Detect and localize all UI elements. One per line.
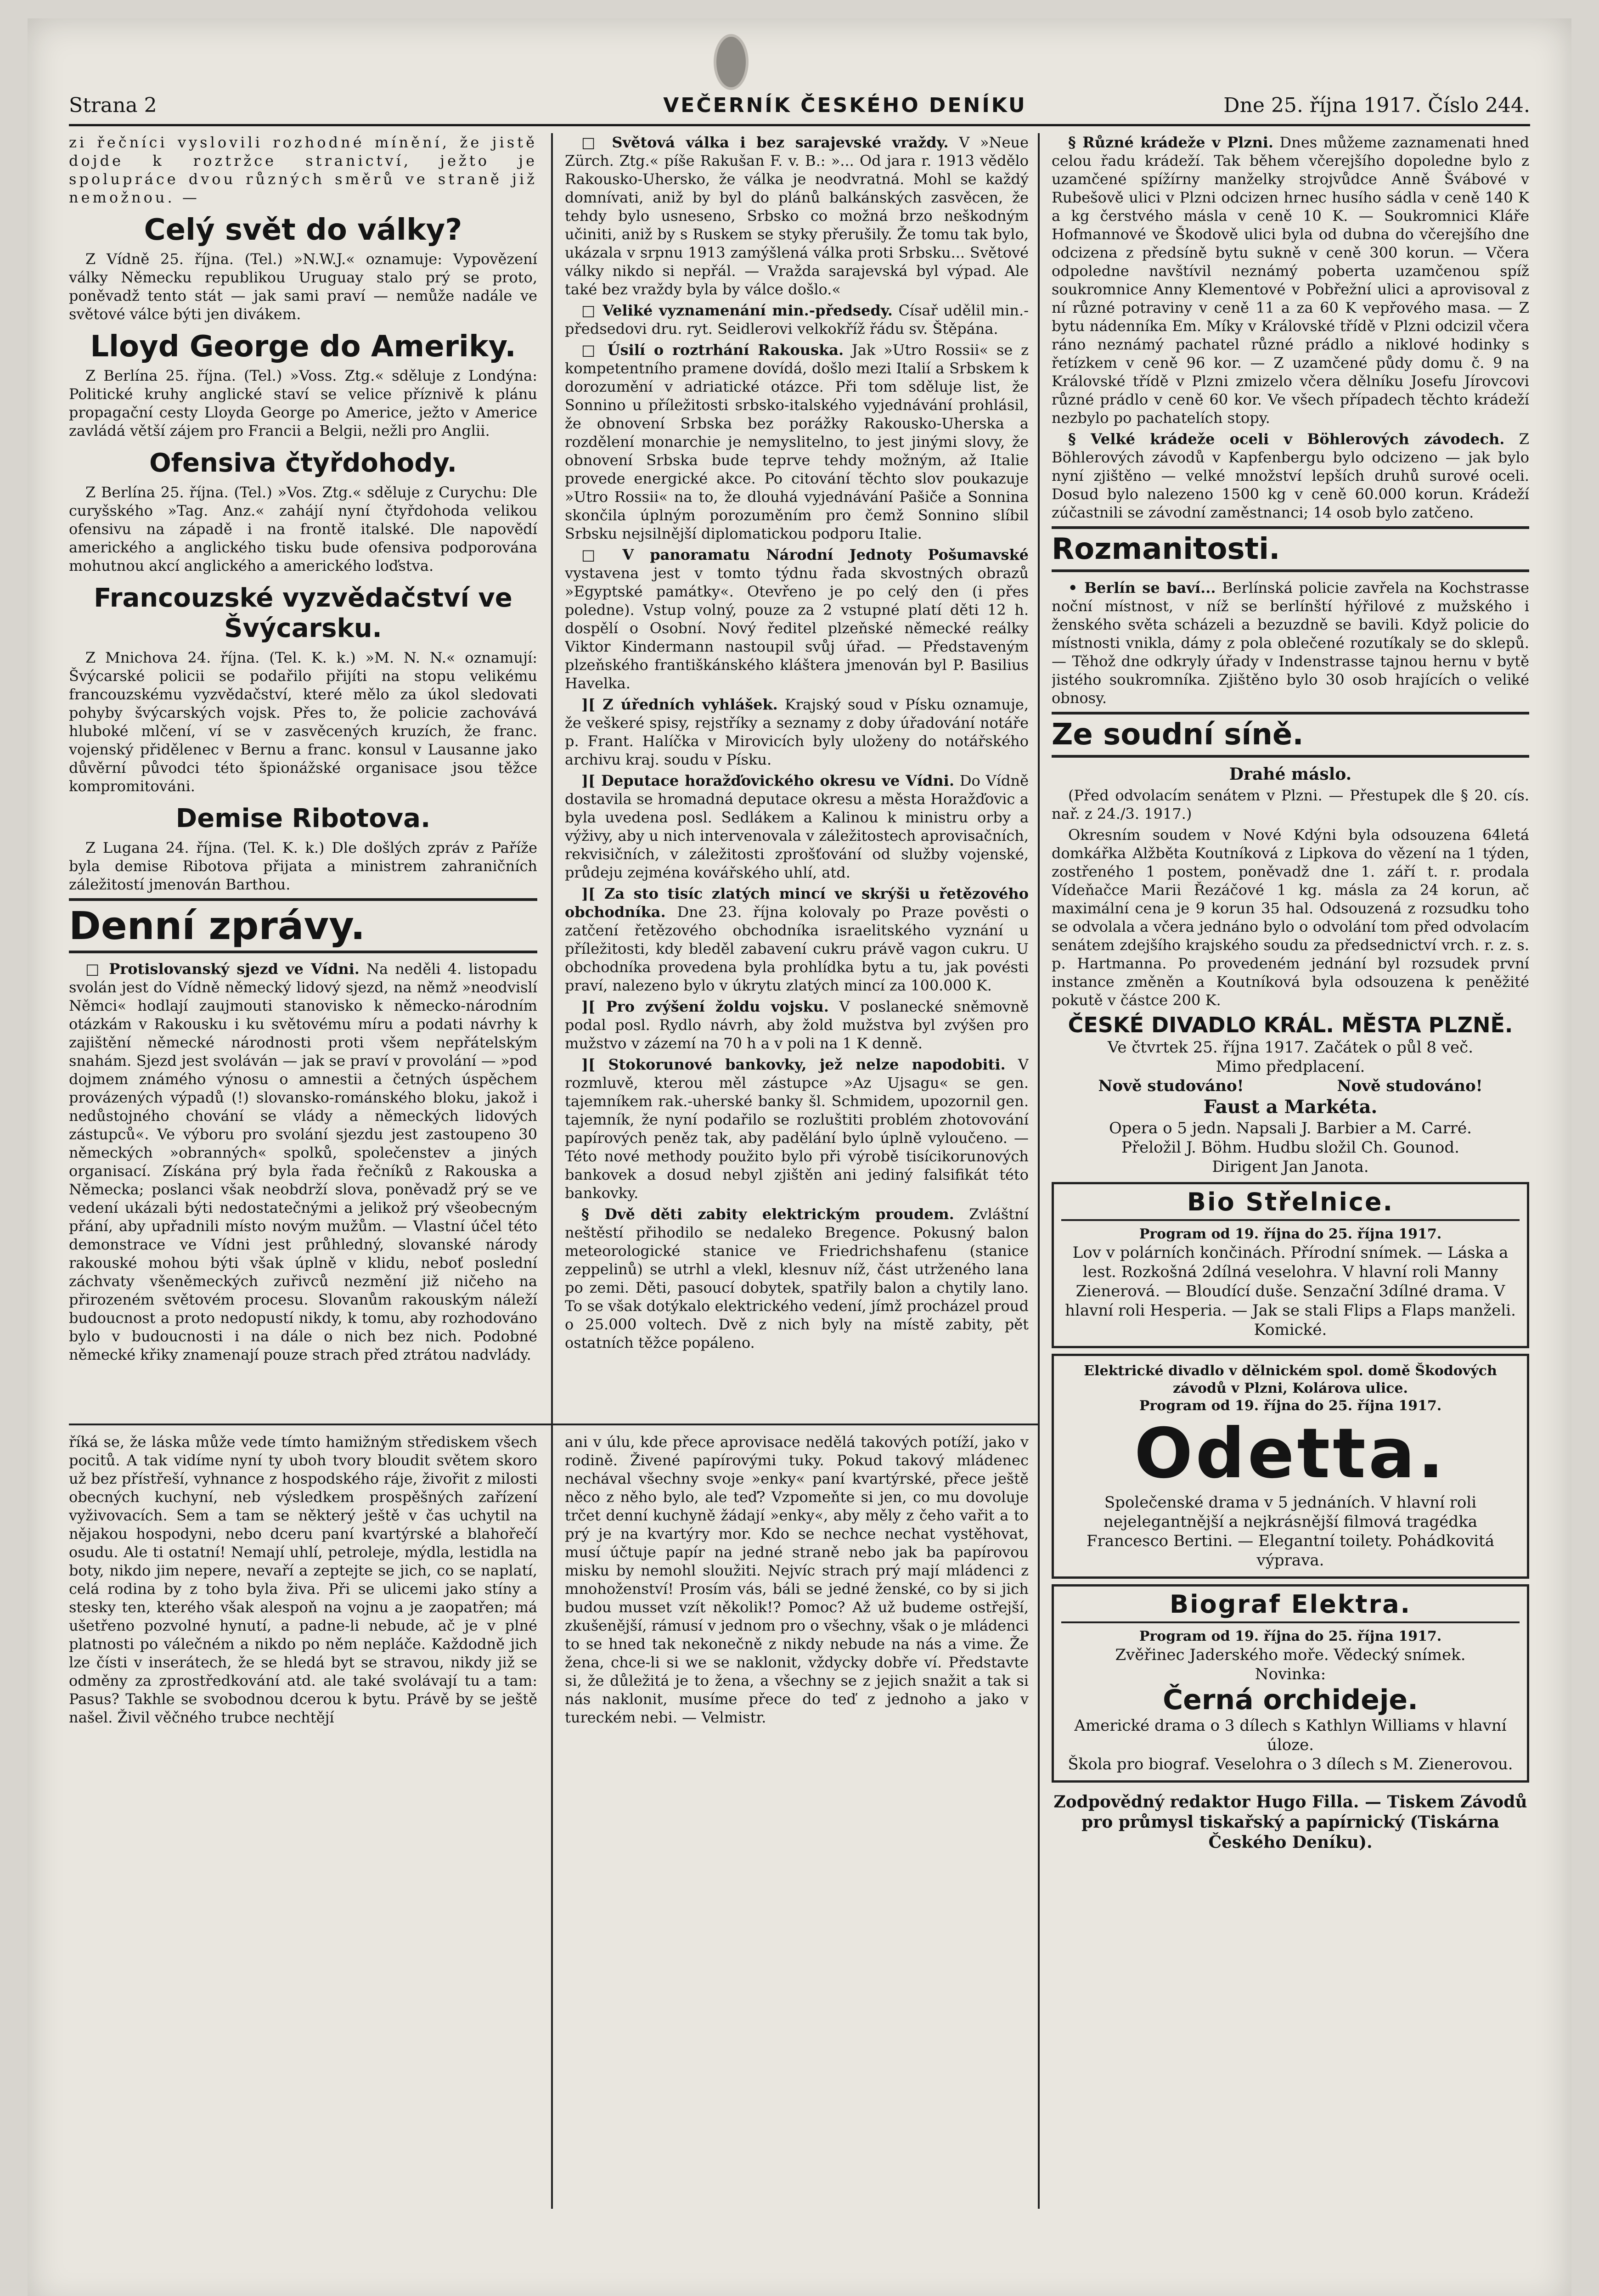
article-lloyd-george: Z Berlína 25. října. (Tel.) »Voss. Ztg.« sděluje z Londýna: Politické kruhy anglické staví se velice příznivě k plánu propagační cesty Lloyda George po Americe, ježto v Americe zavládá větší zájem pro Francii a Belgii, nežli pro Anglii. <box>69 367 537 439</box>
lead-usili: □ Úsilí o roztrhání Rakouska. <box>581 341 844 359</box>
serial-separator <box>69 1424 1038 1425</box>
theatre-title: ČESKÉ DIVADLO KRÁL. MĚSTA PLZNĚ. <box>1068 1013 1513 1037</box>
ad-elektra-line3: Škola pro biograf. Veselohra o 3 dílech s M. Zienerovou. <box>1068 1755 1513 1773</box>
article-bankovky: V rozmluvě, kterou měl zástupce »Az Ujsagu« se gen. tajemníkem rak.-uherské banky šl. Schmidem, upozornil gen. tajemník, že nyní podařilo se rozluštiti problém zhotovování papírových peněz tak, aby padělání bylo úplně vyloučeno. — Této nové methody použito bylo při výrobě tisícikorunových bankovek a dosud nebyl zjištěn ani jediný falsifikát této bankovky. <box>565 1056 1029 1202</box>
date-issue: Dne 25. října 1917. Číslo 244. <box>1223 94 1530 117</box>
theatre-play: Faust a Markéta. <box>1203 1096 1378 1118</box>
serial-right <box>565 1433 1029 2204</box>
section-rozmanitosti: Rozmanitosti. <box>1052 526 1529 572</box>
lead-deputace: ][ Deputace horažďovického okresu ve Vídni. <box>581 772 954 789</box>
theatre-novelty-right: Nově studováno! <box>1337 1077 1483 1095</box>
article-svetova-valka: V »Neue Zürch. Ztg.« píše Rakušan F. v. B.: »... Od jara r. 1913 vědělo Rakousko-Uhersko, že válka je neodvratná. Mohl se každý domnívati, aniž by byl do plánů balkánských zasvěcen, že tehdy bylo usneseno, Srbsko co možná brzo neškodným učiniti, aniž by s Ruskem se styky přerušily. Že tomu tak bylo, ukázala v srpnu 1913 zamýšlená válka proti Srbsku... Světové války nikdo si nepřál. — Vražda sarajevská byl výpad. Ale také bez vraždy byla by válce došlo.« <box>565 134 1029 298</box>
article-kradeze: Dnes můžeme zaznamenati hned celou řadu krádeží. Tak během včerejšího dopoledne bylo z uzamčené spížírny manželky strojvůdce Anně Švábové v Rubešově ulici v Plzni odcizen hrnec husího sádla v ceně 140 K a kg čerstvého másla v ceně 10 K. — Soukromnici Kláře Hofmannové ve Škodově ulici byla od dubna do včerejšího dne odcizena z předsíně bytu sukně v ceně 300 korun. — Včera odpoledne navštívil neznámý poberta uzamčenou spíž soukromnice Anny Klementové v Pobřežní ulici a aprovisoval z ní různé potraviny v ceně 11 a za 60 K vepřového masa. — Z bytu nádenníka Em. Míky v Královské třídě v Plzni odcizil včera ráno neznámý pachatel různé prádlo a niklové hodinky s řetízkem v ceně 96 kor. — Z uzamčené půdy domu č. 9 na Královské třídě v Plzni zmizelo včera dělníku Josefu Jírovcovi různé prádlo v ceně 60 kor. Ve všech případech těchto krádeží nezbylo po pachatelích stopy. <box>1052 134 1529 427</box>
headline-lloyd-george: Lloyd George do Ameriky. <box>90 330 516 364</box>
ad-elektra-line2: Americké drama o 3 dílech s Kathlyn Williams v hlavní úloze. <box>1074 1716 1507 1754</box>
article-panorama: vystavena jest v tomto týdnu řada skvostných obrazů »Egyptské památky«. Otevřeno je po celý den (i přes poledne). Vstup volný, pouze za 2 vstupné platí děti 12 h. dospělí o Osobní. Nový ředitel plzeňské německé reálky Viktor Kindermann nastoupil svůj úřad. — Představeným plzeňského františkánského kláštera jmenován byl P. Basilius Havelka. <box>565 564 1029 692</box>
article-protislovansky: Na neděli 4. listopadu svolán jest do Vídně německý lidový sjezd, na němž »neodvislí Němci« hodlají zaujmouti stanovisko k německo-národním otázkám v Rakousku i ku světovému míru a podati návrhy k zajištění německé národnosti proti všem nepřátelským snahám. Sjezd jest svoláván — jak se praví v provolání — »pod dojmem známého výnosu o amnestii a četných úspěchem provázených výpadů (!) slovansko-románského bloku, jakož i nedůstojného chování se vlády a německých lidových zástupců«. Ve výboru pro svolání sjezdu jest zastoupeno 30 německých »obranných« spolků, společenstev a jiných organisací. Získána prý byla řada řečníků z Rakouska a Německa; poslanci však neobdrží slova, poněvadž prý se ve vedení ukázali býti nedostatečnými a jelikož prý všeobecným přání, aby upřadnili místo novým mužům. — Vlastní účel této demonstrace ve Vídni jest průhledný, slovanské národy rakouské mohou býti však úplně v klidu, neboť poslední záchvaty všeněmeckých zuřivců nezmění již ničeho na přirozeném světovém procesu. Slovanům rakouským náleží budoucnost a proto nedopustí nikdy, k tomu, aby rozhodováno bylo v budoucnosti i na dále o nich bez nich. Podobné německé křiky znamenají pouze strach před ztrátou nadvlády. <box>69 960 537 1363</box>
masthead: VEČERNÍK ČESKÉHO DENÍKU <box>663 94 1027 117</box>
headline-ofensiva: Ofensiva čtyřdohody. <box>149 448 457 478</box>
article-ofensiva: Z Berlína 25. října. (Tel.) »Vos. Ztg.« sděluje z Curychu: Dle curyšského »Tag. Anz.« zahájí nyní čtyřdohoda velikou ofensivu na západě i na frontě italské. Dle napovědí amerického a anglického tisku bude ofensiva podporována mohutnou akcí anglického a amerického loďstva. <box>69 484 537 574</box>
headline-demise: Demise Ribotova. <box>175 804 431 833</box>
article-deputace: Do Vídně dostavila se hromadná deputace okresu a města Horažďovic a byla uvedena posl. Sedlákem a Kalinou k ministru orby a výživy, aby u nich intervenovala v záležitostech aprovisačních, rekvisičních, v záležitosti zprošťování od služby vojenské, průdeju zejména kovářského uhlí, atd. <box>565 772 1029 881</box>
ad-elektra-feature: Černá orchideje. <box>1163 1684 1418 1716</box>
ad-elektra-title: Biograf Elektra. <box>1061 1590 1520 1623</box>
article-zold: V poslanecké sněmovně podal posl. Rydlo návrh, aby žold mužstva byl zvýšen pro mužstvo v zázemí na 70 h a v poli na 1 K denně. <box>565 998 1029 1052</box>
article-drahe-maslo: Okresním soudem v Nové Kdýni byla odsouzena 64letá domkářka Alžběta Koutníková z Lipkova do vězení na 1 týden, zostřeného 1 postem, poněvadž dne 1. září t. r. prodala Vídeňačce Marii Řezáčové 1 kg. másla za 24 korun, ač maximální cena je 9 korun 35 hal. Odsouzená z rozsudku toho se odvolala a včera jednáno bylo o odvolání tom před odvolacím senátem zdejšího krajského soudu za předsednictví vrch. r. z. s. p. Hartmanna. Po provedeném jednání byl rozsudek první instance změněn a Koutníková byla odsouzena k peněžité pokutě v částce 200 K. <box>1052 826 1529 1009</box>
ad-elektra-program: Program od 19. října do 25. října 1917. <box>1139 1628 1442 1644</box>
page-label: Strana 2 <box>69 94 157 117</box>
headline-cely-svet: Celý svět do války? <box>144 213 462 247</box>
article-demise: Z Lugana 24. října. (Tel. K. k.) Dle došlých zpráv z Paříže byla demise Ribotova přijata a ministrem zahraničních záležitostí jmenován Barthou. <box>69 839 537 893</box>
ad-biograf-elektra <box>1052 1584 1529 1783</box>
article-ocel: Z Böhlerových závodů v Kapfenbergu bylo odcizeno — jak bylo nyní zjištěno — velké množství lepších druhů surové oceli. Dosud bylo nalezeno 1500 kg v ceně 60.000 korun. Krádeží zúčastnili se závodní zaměstnanci; 14 osob bylo zatčeno. <box>1052 430 1529 521</box>
article-sto-tisic: Dne 23. října kolovaly po Praze pověsti o zatčení řetězového obchodníka israelitského vyznání u příležitosti, kdy bleděl zabavení cukru právě vagon cukru. U obchodníka provedena byla prohlídka bytu a tu, jak povésti praví, nalezeno bylo v úkrytu zlatých mincí za 100.000 K. <box>565 903 1029 994</box>
article-vyznamenani: Císař udělil min.-předsedovi dru. ryt. Seidlerovi velkokříž řádu sv. Štěpána. <box>565 302 1029 338</box>
lead-kradeze: § Různé krádeže v Plzni. <box>1068 134 1273 151</box>
ad-elektra-novelty: Novinka: <box>1255 1665 1326 1683</box>
lead-vyhlasky: ][ Z úředních vyhlášek. <box>581 696 778 713</box>
headline-vyzvedacstvi: Francouzské vyzvědačství ve Švýcarsku. <box>94 583 512 643</box>
punch-hole <box>716 37 746 87</box>
ad-bio-strelnice <box>1052 1182 1529 1348</box>
lead-protislovansky: □ Protislovanský sjezd ve Vídni. <box>85 960 360 978</box>
lead-berlin: • Berlín se baví... <box>1068 579 1216 597</box>
serial-left <box>69 1433 537 2204</box>
ad-odetta-top: Elektrické divadlo v dělnickém spol. domě Škodových závodů v Plzni, Kolárova ulice. <box>1084 1363 1497 1396</box>
article-deti: Zvláštní neštěstí přihodilo se nedaleko Bregence. Pokusný balon meteorologické stanice ve Friedrichshafenu (stanice zeppelinů) se utrhl a vlekl, klesnuv níž, část utrženého lana po zemi. Děti, pasoucí dobytek, spatřily balon a chytily lano. To se však dotýkalo elektrického vedení, jímž procházel proud o 25.000 voltech. Dvě z nich byly na místě zabity, pět ostatních těžce popáleno. <box>565 1205 1029 1351</box>
lead-vyznamenani: □ Veliké vyznamenání min.-předsedy. <box>581 302 893 319</box>
serial-text-right: ani v úlu, kde přece aprovisace nedělá takových potíží, jako v rodině. Živené papírovými tuky. Pokud takový mládenec nechával všechny svoje »enky« paní kvartýrské, přece ještě něco z něho bylo, ale teď? Vzpomeňte si jen, co mu dovoluje trčet denní kuchyně žádají »enky«, aby měly z čeho vařit a to prý je na kvartýry mor. Kdo se nechce nechat vystěhovat, musí účtuje papír na jedné straně nebo jak ba papírovou misku by nemohl sloužiti. Nejvíc strach prý mají mládenci z mnohoženství! Prosím vás, báli se jedné ženské, co by si jich budou musset vzít několik!? Pomoc? Až už budeme ostřejší, zkušenější, rámusí v jednom pro o všechny, však o je mládenci to se hned tak nekonečně z nikdy nebude na nás a vime. Že žena, chce-li si we se naklonit, vždycky dobře ví. Představte si, že důležitá je to žena, a všechny se z jejich snažit a tak si nás naklonit, musíme přece do teď z jednoho a jako v tureckém nebi. — Velmistr. <box>565 1433 1029 1726</box>
ad-bio-strelnice-program: Program od 19. října do 25. října 1917. <box>1139 1226 1442 1242</box>
article-vyhlasky: Krajský soud v Písku oznamuje, že veškeré spisy, rejstříky a seznamy z doby úřadování notáře p. Frant. Halíčka v Mirovicích byly uloženy do notářského archivu kraj. soudu v Písku. <box>565 696 1029 768</box>
theatre-line1: Ve čtvrtek 25. října 1917. Začátek o půl 8 več. <box>1107 1038 1474 1057</box>
ad-odetta-program: Program od 19. října do 25. října 1917. <box>1139 1398 1442 1414</box>
column-2 <box>565 133 1029 1414</box>
lead-panorama: □ V panoramatu Národní Jednoty Pošumavské <box>581 546 1029 563</box>
newspaper-page <box>28 18 1571 2296</box>
theatre-line4: Přeložil J. Böhm. Hudbu složil Ch. Gounod. <box>1121 1138 1459 1157</box>
serial-text-left: říká se, že láska může vede tímto hamižným střediskem všech pocitů. A tak vidíme nyní ty uboh tvory bloudit světem skoro už bez přístřeší, vyhnance z hospodského ráje, živořit z milosti obecných kuchyní, neb výsledkem prospěšných zařízení vyživovacích. Sem a tam se některý ještě v čas uchytil na nějakou hospodyni, nebo dceru paní kvartýrské a blahořečí osudu. Ale ti ostatní! Nemají uhlí, petroleje, mýdla, lestidla na boty, nikdo jim nepere, nevaří a zeptejte se jich, co se naplatí, celá rodina by z toho byla živa. Při se ulicemi jako stíny a stesky ten, kterého však alespoň na vojnu a je zaopatřen; má ušetřeno pozvolné hynutí, a padne-li nebude, ač je v plné platnosti po válečném a nikdo po něm nepláče. Každodně jich lze čísti v inserátech, že se hledá byt se stravou, nikdy již se odměny za zprostředkování atd. ale také svolávají tu a tam: Pasus? Takhle se svobodnou dcerou k bytu. Právě by se ještě našel. Živil věčného trubce nechtějí <box>69 1433 537 1726</box>
theatre-novelty-left: Nově studováno! <box>1098 1077 1244 1095</box>
article-vyzvedacstvi: Z Mnichova 24. října. (Tel. K. k.) »M. N. N.« oznamují: Švýcarské policii se podařilo přijíti na stopu velikému francouzskému vyzvědačství, které mělo za úkol sledovati pohyby švýcarských vojsk. Přes to, že policie zachovává hluboké mlčení, ví se v zasvěcených kruzích, že franc. vojenský přidělenec v Bernu a franc. konsul v Lausanne jako důvěrní původci této špionážské organisace jsou těžce kompromitováni. <box>69 649 537 795</box>
theatre-notice <box>1052 1012 1529 1176</box>
lead-bankovky: ][ Stokorunové bankovky, jež nelze napodobiti. <box>581 1056 1006 1073</box>
article-usili: Jak »Utro Rossii« se z kompetentního pramene dovídá, došlo mezi Italií a Srbskem k dorozumění v adriatické otázce. Při tom sděluje list, že Sonnino u příležitosti srbsko-italského vyjednávání prohlásil, že obnovení Srbska bez porážky Rakousko-Uherska a rozdělení monarchie je nemyslitelno, to jest jinými slovy, že obnovení Srbska bude teprve tehdy možným, až Italie provede energické akce. Po citování těchto slov poukazuje »Utro Rossii« na to, že dlouhá vyjednávání Pašiče a Sonnina skončila úplným porozuměním pro čemž Sonnino slíbil Srbsku nejsilnější diplomatickou podporu Italie. <box>565 341 1029 542</box>
article-cely-svet: Z Vídně 25. října. (Tel.) »N.W.J.« oznamuje: Vypovězení války Německu republikou Uruguay stalo prý se proto, poněvadž tento stát — jak sami praví — nemůže nadále ve světové válce býti jen divákem. <box>69 250 537 323</box>
ad-odetta-text: Společenské drama v 5 jednáních. V hlavní roli nejelegantnější a nejkrásnější filmová tragédka Francesco Bertini. — Elegantní toilety. Pohádkovitá výprava. <box>1087 1493 1494 1570</box>
ad-odetta <box>1052 1354 1529 1579</box>
lead-ocel: § Velké krádeže oceli v Böhlerových závodech. <box>1068 430 1505 448</box>
column-1 <box>69 133 537 1414</box>
subheading-drahe-maslo: Drahé máslo. <box>1229 765 1352 784</box>
court-note: (Před odvolacím senátem v Plzni. — Přestupek dle § 20. cís. nař. z 24./3. 1917.) <box>1052 787 1529 822</box>
theatre-line2: Mimo předplacení. <box>1216 1058 1365 1076</box>
ad-elektra-line1: Zvěřinec Jaderského moře. Vědecký snímek. <box>1115 1646 1466 1664</box>
column-rule-1 <box>551 133 553 2209</box>
section-denni-zpravy: Denní zprávy. <box>69 898 537 953</box>
ad-bio-strelnice-text: Lov v polárních končinách. Přírodní snímek. — Láska a lest. Rozkošná 2dílná veselohra. V hlavní roli Manny Zienerová. — Bloudící duše. Senzační 3dílné drama. V hlavní roli Hesperia. — Jak se stali Flips a Flaps manželi. Komické. <box>1065 1244 1516 1339</box>
editor-signature: Zodpovědný redaktor Hugo Filla. — Tiskem Závodů pro průmysl tiskařský a papírnický (Tiskárna Českého Deníku). <box>1053 1792 1527 1852</box>
column-rule-2 <box>1038 133 1040 2209</box>
ad-odetta-title: Odetta. <box>1134 1414 1447 1494</box>
col1-intro: zi řečníci vyslovili rozhodné mínění, že jistě dojde k roztržce stranictví, ježto je spolupráce dvou různých směrů ve straně již nemožnou. — <box>69 134 537 206</box>
lead-sto-tisic: ][ Za sto tisíc zlatých mincí ve skrýši u řetězového obchodníka. <box>565 885 1029 921</box>
theatre-line5: Dirigent Jan Janota. <box>1212 1158 1369 1176</box>
lead-svetova-valka: □ Světová válka i bez sarajevské vraždy. <box>581 134 949 151</box>
section-soudni-sin: Ze soudní síně. <box>1052 712 1529 758</box>
page-header <box>69 87 1530 126</box>
lead-deti: § Dvě děti zabity elektrickým proudem. <box>581 1205 954 1223</box>
article-berlin: Berlínská policie zavřela na Kochstrasse noční místnost, v níž se berlínští hýřilové z mužského i ženského světa scházeli a bezuzdně se bavili. Když policie do místnosti vnikla, dámy z pola oblečené rozutíkaly se do sklepů. — Těhož dne odkryly úřady v Indenstrasse tajnou hernu v bytě jistého soukromníka. Zjištěno bylo 30 osob hrajících o veliké obnosy. <box>1052 579 1529 707</box>
lead-zold: ][ Pro zvýšení žoldu vojsku. <box>581 998 829 1015</box>
theatre-line3: Opera o 5 jedn. Napsali J. Barbier a M. Carré. <box>1109 1119 1472 1137</box>
ad-bio-strelnice-title: Bio Střelnice. <box>1061 1188 1520 1221</box>
column-3 <box>1052 133 1529 2227</box>
